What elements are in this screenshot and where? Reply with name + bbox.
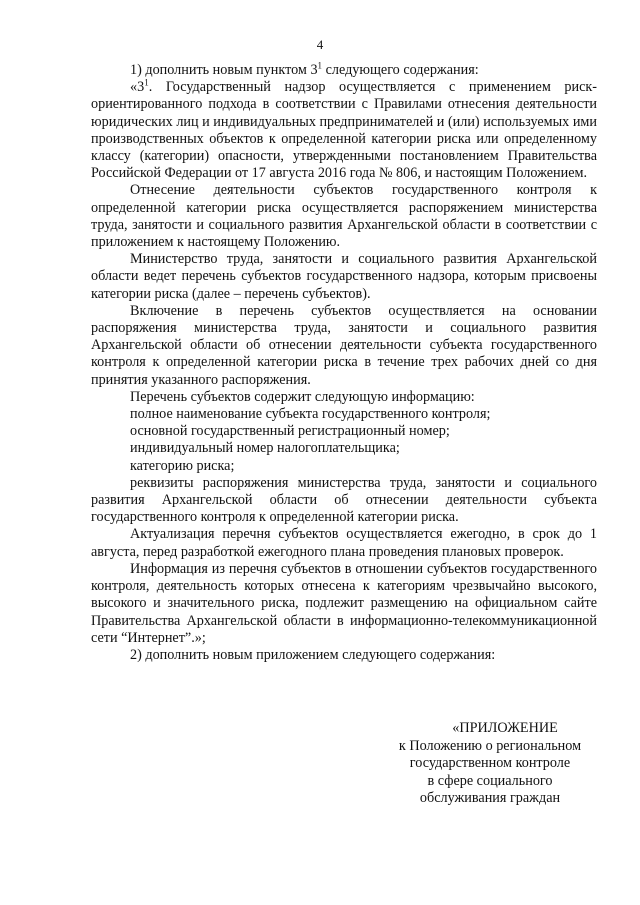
- paragraph-registry: Министерство труда, занятости и социального развития Архангельской области ведет перечень субъектов государственного надзора, которым присвоены категории риска (далее – перечень субъектов).: [91, 251, 597, 302]
- paragraph-clause-3-1: [91, 79, 597, 182]
- paragraph-text: «3: [130, 79, 145, 96]
- list-item: реквизиты распоряжения министерства труда, занятости и социального развития Архангельской области об отнесении деятельности субъекта государственного контроля к определенной категории риска.: [91, 474, 597, 526]
- appendix-line: государственном контроле: [409, 755, 571, 772]
- appendix-line: обслуживания граждан: [419, 790, 561, 807]
- paragraph-inclusion: Включение в перечень субъектов осуществляется на основании распоряжения министерства труда, занятости и социального развития Архангельской области об отнесении деятельности субъекта государственного контроля к определенной категории риска в течение трех рабочих дней со дня принятия указанного распоряжения.: [91, 302, 597, 388]
- appendix-line: к Положению о региональном: [398, 737, 582, 754]
- appendix-line: в сфере социального: [427, 772, 553, 789]
- superscript: 1: [144, 77, 149, 88]
- paragraph-risk-assignment: Отнесение деятельности субъектов государственного контроля к определенной категории риска осуществляется распоряжением министерства труда, занятости и социального развития Архангельской области в соответствии с приложением к настоящему Положению.: [91, 182, 597, 251]
- list-item: категорию риска;: [130, 457, 235, 474]
- document-body: [91, 62, 597, 664]
- page-number: 4: [316, 37, 324, 52]
- list-item: полное наименование субъекта государственного контроля;: [130, 406, 491, 423]
- paragraph-update: Актуализация перечня субъектов осуществляется ежегодно, в срок до 1 августа, перед разработкой ежегодного плана проведения плановых проверок.: [91, 526, 597, 560]
- paragraph-text: следующего содержания:: [322, 62, 479, 78]
- paragraph-amendment-2: 2) дополнить новым приложением следующего содержания:: [130, 646, 496, 663]
- superscript: 1: [317, 60, 323, 71]
- list-item: основной государственный регистрационный номер;: [130, 423, 450, 440]
- appendix-header: [380, 720, 600, 808]
- paragraph-text: 1) дополнить новым пунктом 3: [130, 62, 318, 78]
- paragraph-registry-contents: Перечень субъектов содержит следующую информацию:: [130, 388, 475, 405]
- appendix-heading: «ПРИЛОЖЕНИЕ: [452, 720, 558, 736]
- list-item: индивидуальный номер налогоплательщика;: [130, 440, 400, 457]
- paragraph-text: . Государственный надзор осуществляется с применением риск-ориентированного подхода в соответствии с Правилами отнесения деятельности юридических лиц и индивидуальных предпринимателей и (или) используемых ими производственных объектов к определенной категории риска или определенному классу (категории) опасности, утвержденными постановлением Правительства Российской Федерации от 17 августа 2016 года № 806, и настоящим Положением.: [91, 79, 597, 182]
- paragraph-amendment-1: [91, 62, 597, 79]
- paragraph-publication: Информация из перечня субъектов в отношении субъектов государственного контроля, деятельность которых отнесена к категориям чрезвычайно высокого, высокого и значительного риска, подлежит размещению на официальном сайте Правительства Архангельской области в информационно-телекоммуникационной сети “Интернет”.»;: [91, 560, 597, 646]
